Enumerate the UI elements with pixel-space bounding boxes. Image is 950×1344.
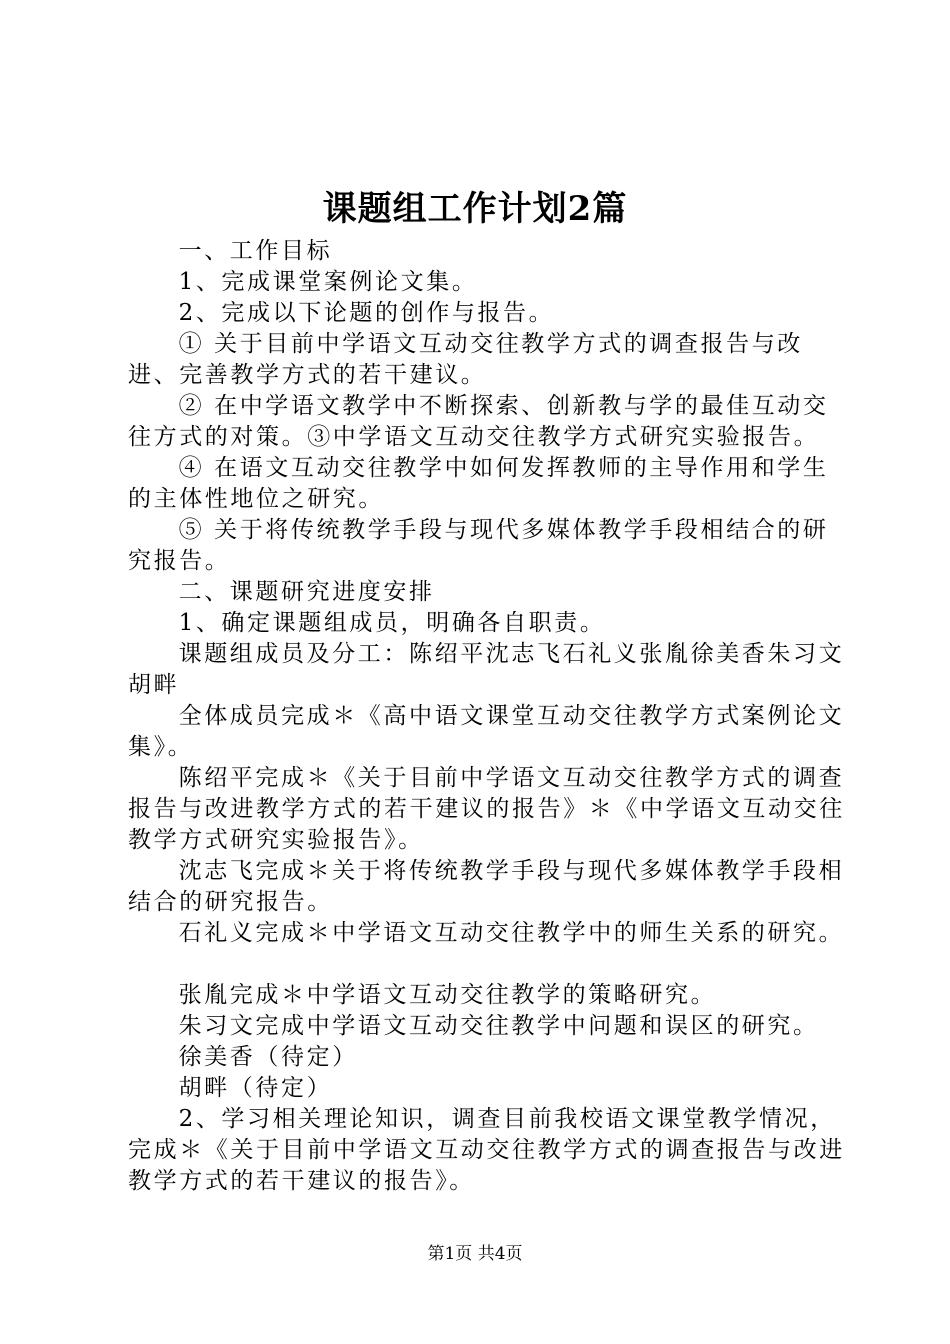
page-footer: 第1页 共4页: [427, 1244, 523, 1264]
paragraph: 朱习文完成中学语文互动交往教学中问题和误区的研究。: [178, 1013, 819, 1039]
paragraph: 徐美香（待定）: [178, 1044, 358, 1070]
document-title: 课题组工作计划2篇: [322, 189, 628, 229]
paragraph: ② 在中学语文教学中不断探索、创新教与学的最佳互动交往方式的对策。③中学语文互动交往教学方式研究实验报告。: [128, 393, 829, 450]
paragraph: 1、完成课堂案例论文集。: [178, 269, 478, 295]
paragraph: ① 关于目前中学语文互动交往教学方式的调查报告与改进、完善教学方式的若干建议。: [128, 331, 803, 388]
paragraph: ⑤ 关于将传统教学手段与现代多媒体教学手段相结合的研究报告。: [128, 517, 829, 574]
paragraph: 2、完成以下论题的创作与报告。: [178, 300, 555, 326]
paragraph: 全体成员完成＊《高中语文课堂互动交往教学方式案例论文集》。: [128, 703, 845, 760]
paragraph: 课题组成员及分工：陈绍平沈志飞石礼义张胤徐美香朱习文胡畔: [128, 641, 845, 698]
paragraph: ④ 在语文互动交往教学中如何发挥教师的主导作用和学生的主体性地位之研究。: [128, 455, 829, 512]
paragraph: 2、学习相关理论知识，调查目前我校语文课堂教学情况，完成＊《关于目前中学语文互动交往教学方式的调查报告与改进教学方式的若干建议的报告》。: [128, 1106, 845, 1194]
paragraph: 沈志飞完成＊关于将传统教学手段与现代多媒体教学手段相结合的研究报告。: [128, 858, 845, 915]
paragraph: 石礼义完成＊中学语文互动交往教学中的师生关系的研究。: [178, 920, 845, 946]
paragraph: 陈绍平完成＊《关于目前中学语文互动交往教学方式的调查报告与改进教学方式的若干建议的报告》＊《中学语文互动交往教学方式研究实验报告》。: [128, 765, 845, 853]
paragraph: 胡畔（待定）: [178, 1075, 333, 1101]
blank-line: [128, 949, 854, 980]
paragraph: 1、确定课题组成员，明确各自职责。: [178, 610, 606, 636]
document-body: [128, 236, 854, 1197]
section-heading-schedule: 二、课题研究进度安排: [178, 579, 435, 605]
paragraph: 张胤完成＊中学语文互动交往教学的策略研究。: [178, 982, 717, 1008]
section-heading-goals: 一、工作目标: [178, 238, 333, 264]
